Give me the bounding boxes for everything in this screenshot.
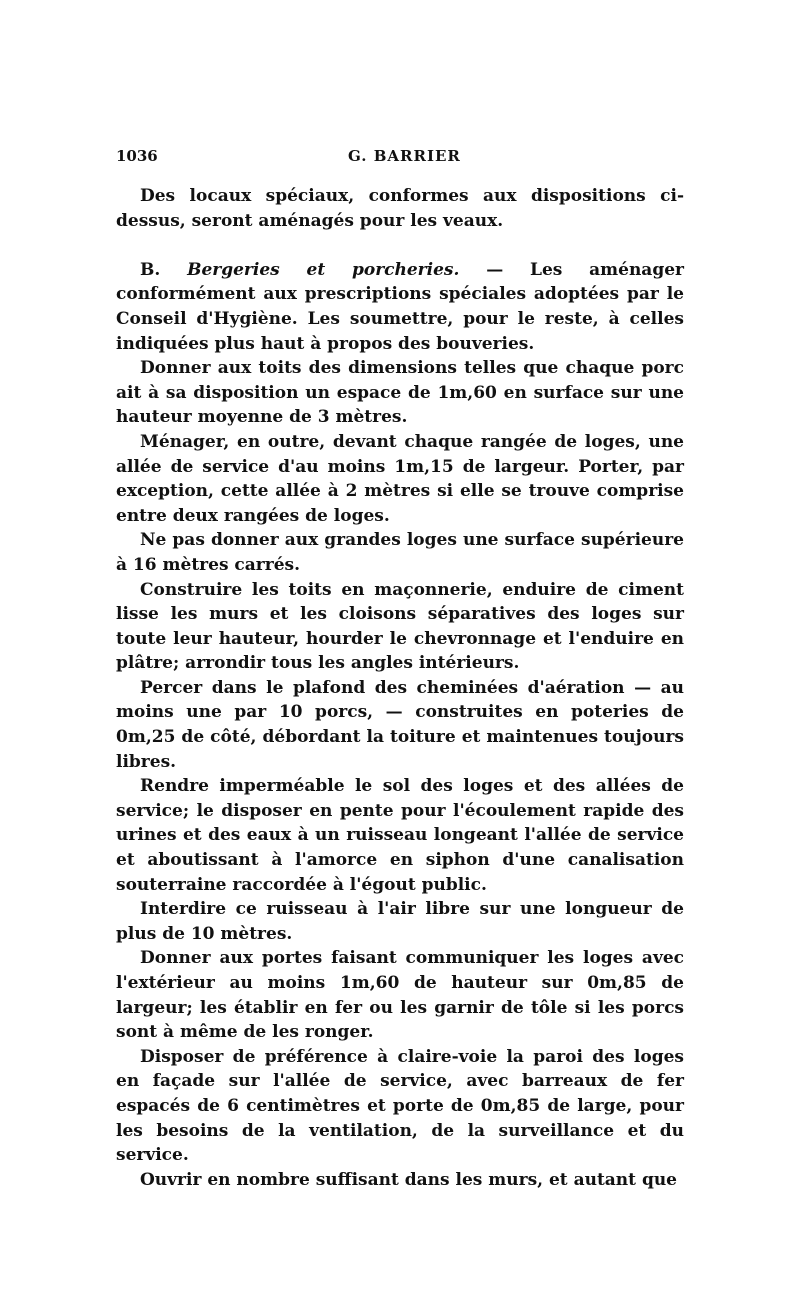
paragraph-sol: Rendre imperméable le sol des loges et des allées de service; le disposer en pente pour l'écoulement rapide des urines et des eaux à un ruisseau longeant l'allée de service et aboutissant à l'amorce en siphon d'une canalisation souterraine raccordée à l'égout public. [116,776,684,895]
paragraph-bergeries [116,258,684,356]
paragraph-construction: Construire les toits en maçonnerie, enduire de ciment lisse les murs et les cloisons séparatives des loges sur toute leur hauteur, hourder le chevronnage et l'enduire en plâtre; arrondir tous les angles intérieurs. [116,579,684,674]
page-number: 1036 [116,147,158,165]
paragraph-allee: Ménager, en outre, devant chaque rangée de loges, une allée de service d'au moins 1m,15 de largeur. Porter, par exception, cette allée à 2 mètres si elle se trouve comprise entre deux rangées de loges. [116,431,684,526]
paragraph-veaux: Des locaux spéciaux, conformes aux dispositions ci-dessus, seront aménagés pour les veaux. [116,186,684,231]
section-letter: B. [140,259,188,280]
paragraph-claire-voie: Disposer de préférence à claire-voie la paroi des loges en façade sur l'allée de service, avec barreaux de fer espacés de 6 centimètres et porte de 0m,85 de large, pour les besoins de la ventilation, de la surveillance et du service. [116,1046,684,1166]
section-label: Bergeries et porcheries. [187,259,460,280]
paragraph-ouvrir: Ouvrir en nombre suffisant dans les murs, et autant que [140,1169,678,1190]
paragraph-dimensions: Donner aux toits des dimensions telles que chaque porc ait à sa disposition un espace de 1m,60 en surface sur une hauteur moyenne de 3 mètres. [116,358,684,428]
body-text [116,184,684,1192]
running-title: G. BARRIER [348,147,461,165]
paragraph-ruisseau: Interdire ce ruisseau à l'air libre sur une longueur de plus de 10 mètres. [116,899,684,944]
section-text: — Les aménager conformément aux prescriptions spéciales adoptées par le Conseil d'Hygiène. Les soumettre, pour le reste, à celles indiquées plus haut à propos des bouveries. [116,259,684,354]
paragraph-portes: Donner aux portes faisant communiquer les loges avec l'extérieur au moins 1m,60 de hauteur sur 0m,85 de largeur; les établir en fer ou les garnir de tôle si les porcs sont à même de les ronger. [116,948,684,1043]
paragraph-surface: Ne pas donner aux grandes loges une surface supérieure à 16 mètres carrés. [116,530,684,575]
running-header [116,147,684,171]
paragraph-aeration: Percer dans le plafond des cheminées d'aération — au moins une par 10 porcs, — construites en poteries de 0m,25 de côté, débordant la toiture et maintenues toujours libres. [116,677,684,772]
